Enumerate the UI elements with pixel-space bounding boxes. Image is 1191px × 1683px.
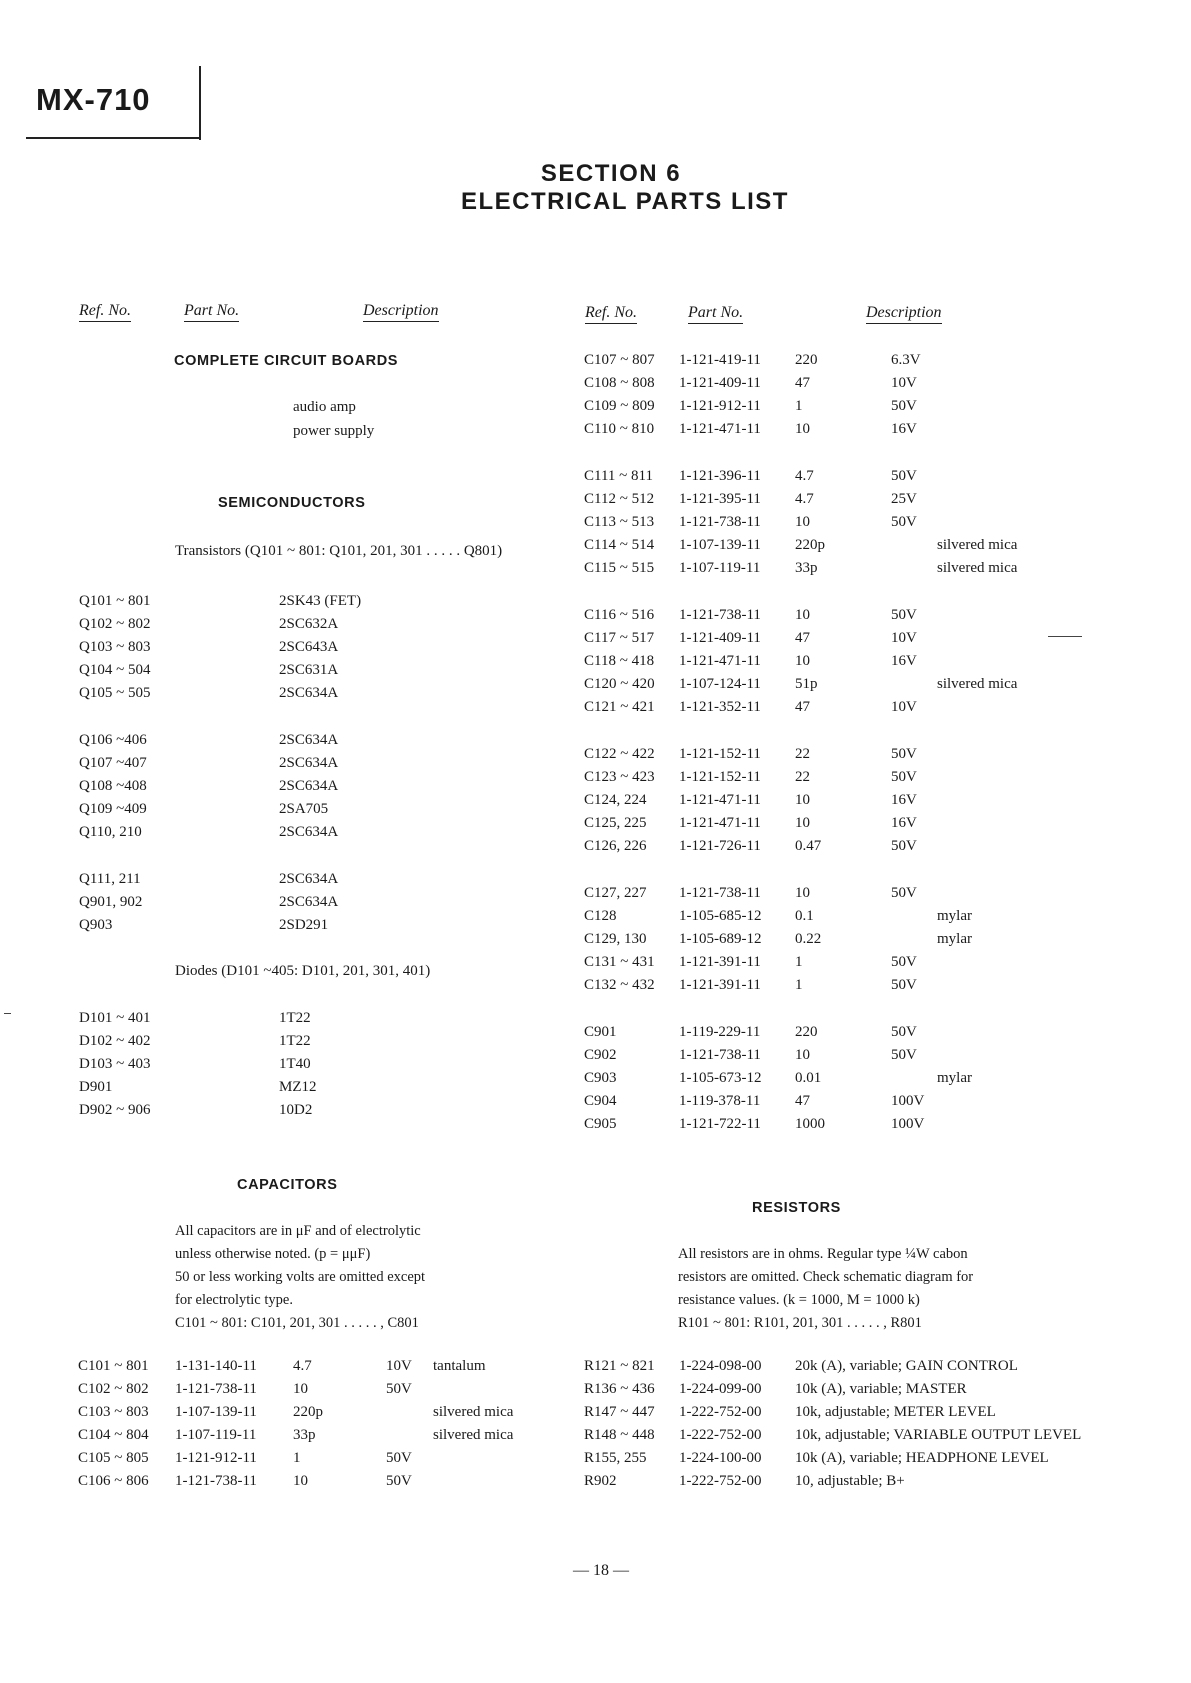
ref-no: C110 ~ 810: [584, 421, 655, 437]
value: 0.01: [795, 1070, 822, 1086]
ref-no: C126, 226: [584, 838, 647, 854]
ref-no: C132 ~ 432: [584, 977, 655, 993]
voltage: 50V: [891, 838, 917, 854]
ref-no: Q901, 902: [79, 894, 143, 910]
note: mylar: [937, 908, 972, 924]
ref-no: C105 ~ 805: [78, 1450, 149, 1466]
value: 1000: [795, 1116, 825, 1132]
part-no: 1-121-912-11: [679, 398, 761, 414]
voltage: 10V: [891, 375, 917, 391]
voltage: 50V: [891, 885, 917, 901]
ref-no: C905: [584, 1116, 617, 1132]
ref-no: C103 ~ 803: [78, 1404, 149, 1420]
part-no: 1-121-738-11: [679, 514, 761, 530]
part-no: 1-121-409-11: [679, 630, 761, 646]
note: silvered mica: [937, 676, 1018, 692]
page-title: ELECTRICAL PARTS LIST: [461, 188, 789, 215]
voltage: 50V: [891, 1024, 917, 1040]
voltage: 10V: [891, 699, 917, 715]
value: 47: [795, 699, 810, 715]
description: MZ12: [279, 1079, 317, 1095]
ref-no: C101 ~ 801: [78, 1358, 149, 1374]
voltage: 50V: [891, 468, 917, 484]
ref-no: R121 ~ 821: [584, 1358, 655, 1374]
voltage: 50V: [891, 514, 917, 530]
part-no: 1-222-752-00: [679, 1404, 762, 1420]
description: 2SC634A: [279, 871, 339, 887]
ref-no: C113 ~ 513: [584, 514, 655, 530]
voltage: 16V: [891, 421, 917, 437]
value: 220p: [293, 1404, 323, 1420]
voltage: 50V: [386, 1381, 412, 1397]
part-no: 1-121-738-11: [679, 1047, 761, 1063]
ref-no: C108 ~ 808: [584, 375, 655, 391]
value: 10: [795, 421, 810, 437]
value: 10: [795, 514, 810, 530]
description: 2SK43 (FET): [279, 593, 362, 609]
note: silvered mica: [433, 1404, 514, 1420]
value: 10: [795, 1047, 810, 1063]
voltage: 16V: [891, 792, 917, 808]
part-no: 1-121-391-11: [679, 977, 761, 993]
part-no: 1-131-140-11: [175, 1358, 257, 1374]
description: 10k, adjustable; METER LEVEL: [795, 1404, 996, 1420]
value: 47: [795, 630, 810, 646]
value: 220p: [795, 537, 825, 553]
note-line: R101 ~ 801: R101, 201, 301 . . . . . , R801: [678, 1315, 922, 1331]
description: 2SC643A: [279, 639, 339, 655]
ref-no: C129, 130: [584, 931, 647, 947]
ref-no: Q105 ~ 505: [79, 685, 151, 701]
ref-no: C117 ~ 517: [584, 630, 655, 646]
part-no: 1-121-738-11: [679, 885, 761, 901]
part-no: 1-224-098-00: [679, 1358, 762, 1374]
part-no: 1-121-419-11: [679, 352, 761, 368]
part-no: 1-107-119-11: [175, 1427, 257, 1443]
part-no: 1-121-722-11: [679, 1116, 761, 1132]
voltage: 50V: [386, 1450, 412, 1466]
ref-no: C111 ~ 811: [584, 468, 653, 484]
description: 10k (A), variable; HEADPHONE LEVEL: [795, 1450, 1049, 1466]
note-line: unless otherwise noted. (p = μμF): [175, 1246, 371, 1262]
ref-no: Q106 ~406: [79, 732, 147, 748]
voltage: 50V: [891, 746, 917, 762]
value: 22: [795, 769, 810, 785]
model-logo: MX-710: [36, 82, 151, 117]
value: 0.22: [795, 931, 822, 947]
ref-no: C121 ~ 421: [584, 699, 655, 715]
ref-no: C124, 224: [584, 792, 647, 808]
ref-no: R902: [584, 1473, 617, 1489]
complete-circuit-boards-heading: COMPLETE CIRCUIT BOARDS: [174, 353, 399, 369]
page-number: — 18 —: [573, 1562, 629, 1579]
note: silvered mica: [433, 1427, 514, 1443]
description: 2SC634A: [279, 755, 339, 771]
part-no: 1-119-378-11: [679, 1093, 761, 1109]
description: 2SA705: [279, 801, 329, 817]
part-no: 1-121-409-11: [679, 375, 761, 391]
ref-no: C104 ~ 804: [78, 1427, 149, 1443]
value: 10: [795, 607, 810, 623]
ref-no: R148 ~ 448: [584, 1427, 655, 1443]
ref-no: C128: [584, 908, 617, 924]
ref-no: D102 ~ 402: [79, 1033, 151, 1049]
voltage: 10V: [891, 630, 917, 646]
voltage: 10V: [386, 1358, 412, 1374]
voltage: 50V: [891, 954, 917, 970]
note: mylar: [937, 1070, 972, 1086]
part-no: 1-121-352-11: [679, 699, 761, 715]
ref-no: C102 ~ 802: [78, 1381, 149, 1397]
voltage: 50V: [891, 398, 917, 414]
voltage: 50V: [386, 1473, 412, 1489]
part-no: 1-105-685-12: [679, 908, 762, 924]
ref-no: C123 ~ 423: [584, 769, 655, 785]
voltage: 50V: [891, 769, 917, 785]
ref-no: C109 ~ 809: [584, 398, 655, 414]
voltage: 25V: [891, 491, 917, 507]
ref-no: D901: [79, 1079, 113, 1095]
description: 2SC632A: [279, 616, 339, 632]
ref-no: Q111, 211: [79, 871, 141, 887]
ref-no: C904: [584, 1093, 617, 1109]
resistors-heading: RESISTORS: [752, 1200, 841, 1216]
ref-no: D103 ~ 403: [79, 1056, 151, 1072]
part-no: 1-121-738-11: [175, 1381, 257, 1397]
ref-no: C131 ~ 431: [584, 954, 655, 970]
note-line: 50 or less working volts are omitted except: [175, 1269, 426, 1285]
ref-no: C116 ~ 516: [584, 607, 655, 623]
value: 10: [795, 792, 810, 808]
ref-no: Q107 ~407: [79, 755, 147, 771]
capacitors-heading: CAPACITORS: [237, 1177, 338, 1193]
note-line: All resistors are in ohms. Regular type ¼W cabon: [678, 1246, 968, 1262]
part-no: 1-119-229-11: [679, 1024, 761, 1040]
ref-no: Q104 ~ 504: [79, 662, 151, 678]
ref-no: C901: [584, 1024, 617, 1040]
note: silvered mica: [937, 560, 1018, 576]
value: 33p: [795, 560, 818, 576]
semiconductors-heading: SEMICONDUCTORS: [218, 495, 366, 511]
voltage: 50V: [891, 607, 917, 623]
voltage: 16V: [891, 815, 917, 831]
value: 10: [795, 653, 810, 669]
ref-no: R147 ~ 447: [584, 1404, 655, 1420]
value: 1: [795, 977, 803, 993]
description: 10k, adjustable; VARIABLE OUTPUT LEVEL: [795, 1427, 1082, 1443]
ref-no: D902 ~ 906: [79, 1102, 151, 1118]
part-no: 1-107-124-11: [679, 676, 761, 692]
voltage: 50V: [891, 1047, 917, 1063]
part-no: 1-121-471-11: [679, 815, 761, 831]
ref-no: C120 ~ 420: [584, 676, 655, 692]
right-header-description: Description: [866, 303, 942, 324]
scan-mark: [4, 1013, 11, 1014]
part-no: 1-121-726-11: [679, 838, 761, 854]
right-header-part-no: Part No.: [688, 303, 743, 324]
voltage: 16V: [891, 653, 917, 669]
ref-no: C125, 225: [584, 815, 647, 831]
voltage: 6.3V: [891, 352, 921, 368]
description: 10, adjustable; B+: [795, 1473, 905, 1489]
note-line: resistance values. (k = 1000, M = 1000 k): [678, 1292, 920, 1308]
description: 2SC634A: [279, 778, 339, 794]
logo-divider-horizontal: [26, 137, 201, 139]
note-line: All capacitors are in μF and of electrolytic: [175, 1223, 421, 1239]
note-line: resistors are omitted. Check schematic diagram for: [678, 1269, 974, 1285]
description: 1T22: [279, 1033, 311, 1049]
description: 2SC634A: [279, 685, 339, 701]
part-no: 1-107-139-11: [679, 537, 761, 553]
part-no: 1-222-752-00: [679, 1427, 762, 1443]
value: 47: [795, 375, 810, 391]
ref-no: C114 ~ 514: [584, 537, 655, 553]
description: 2SC634A: [279, 732, 339, 748]
ref-no: C118 ~ 418: [584, 653, 655, 669]
ref-no: Q109 ~409: [79, 801, 147, 817]
ref-no: C122 ~ 422: [584, 746, 655, 762]
value: 10: [795, 885, 810, 901]
part-no: 1-224-099-00: [679, 1381, 762, 1397]
description: 2SC634A: [279, 894, 339, 910]
ref-no: Q103 ~ 803: [79, 639, 151, 655]
part-no: 1-107-139-11: [175, 1404, 257, 1420]
description: 1T40: [279, 1056, 311, 1072]
note-line: C101 ~ 801: C101, 201, 301 . . . . . , C801: [175, 1315, 419, 1331]
part-no: 1-105-689-12: [679, 931, 762, 947]
description: 2SC634A: [279, 824, 339, 840]
description: 10D2: [279, 1102, 313, 1118]
part-no: 1-121-396-11: [679, 468, 761, 484]
voltage: 100V: [891, 1116, 925, 1132]
value: 10: [795, 815, 810, 831]
part-no: 1-121-471-11: [679, 653, 761, 669]
description: 2SC631A: [279, 662, 339, 678]
description: 20k (A), variable; GAIN CONTROL: [795, 1358, 1018, 1374]
part-no: 1-105-673-12: [679, 1070, 762, 1086]
description: 10k (A), variable; MASTER: [795, 1381, 967, 1397]
ref-no: Q102 ~ 802: [79, 616, 151, 632]
part-no: 1-121-152-11: [679, 769, 761, 785]
value: 10: [293, 1473, 308, 1489]
value: 1: [293, 1450, 301, 1466]
value: 10: [293, 1381, 308, 1397]
value: 1: [795, 398, 803, 414]
ref-no: Q108 ~408: [79, 778, 147, 794]
value: 22: [795, 746, 810, 762]
part-no: 1-121-152-11: [679, 746, 761, 762]
value: 0.1: [795, 908, 814, 924]
value: 4.7: [795, 468, 814, 484]
value: 33p: [293, 1427, 316, 1443]
left-header-description: Description: [363, 301, 439, 322]
value: 220: [795, 1024, 818, 1040]
ref-no: D101 ~ 401: [79, 1010, 151, 1026]
scan-mark: [1048, 636, 1082, 637]
part-no: 1-121-471-11: [679, 792, 761, 808]
ref-no: Q110, 210: [79, 824, 142, 840]
value: 4.7: [293, 1358, 312, 1374]
ref-no: C902: [584, 1047, 617, 1063]
description: 2SD291: [279, 917, 329, 933]
voltage: 50V: [891, 977, 917, 993]
ref-no: R136 ~ 436: [584, 1381, 655, 1397]
value: 0.47: [795, 838, 822, 854]
part-no: 1-121-471-11: [679, 421, 761, 437]
part-no: 1-121-391-11: [679, 954, 761, 970]
left-header-ref-no: Ref. No.: [79, 301, 131, 322]
ref-no: R155, 255: [584, 1450, 647, 1466]
voltage: 100V: [891, 1093, 925, 1109]
section-number: SECTION 6: [540, 160, 682, 187]
logo-divider-vertical: [199, 66, 201, 140]
part-no: 1-222-752-00: [679, 1473, 762, 1489]
left-header-part-no: Part No.: [184, 301, 239, 322]
part-no: 1-121-395-11: [679, 491, 761, 507]
value: 4.7: [795, 491, 814, 507]
ref-no: Q101 ~ 801: [79, 593, 151, 609]
part-no: 1-107-119-11: [679, 560, 761, 576]
description: 1T22: [279, 1010, 311, 1026]
value: 47: [795, 1093, 810, 1109]
note: tantalum: [433, 1358, 486, 1374]
ref-no: C107 ~ 807: [584, 352, 655, 368]
ref-no: C112 ~ 512: [584, 491, 655, 507]
ref-no: C115 ~ 515: [584, 560, 655, 576]
ref-no: Q903: [79, 917, 113, 933]
value: 51p: [795, 676, 818, 692]
part-no: 1-121-738-11: [679, 607, 761, 623]
note: silvered mica: [937, 537, 1018, 553]
ref-no: C903: [584, 1070, 617, 1086]
note: mylar: [937, 931, 972, 947]
part-no: 1-121-912-11: [175, 1450, 257, 1466]
ref-no: C106 ~ 806: [78, 1473, 149, 1489]
right-header-ref-no: Ref. No.: [585, 303, 637, 324]
note-line: for electrolytic type.: [175, 1292, 293, 1308]
part-no: 1-224-100-00: [679, 1450, 762, 1466]
value: 220: [795, 352, 818, 368]
part-no: 1-121-738-11: [175, 1473, 257, 1489]
value: 1: [795, 954, 803, 970]
ref-no: C127, 227: [584, 885, 647, 901]
